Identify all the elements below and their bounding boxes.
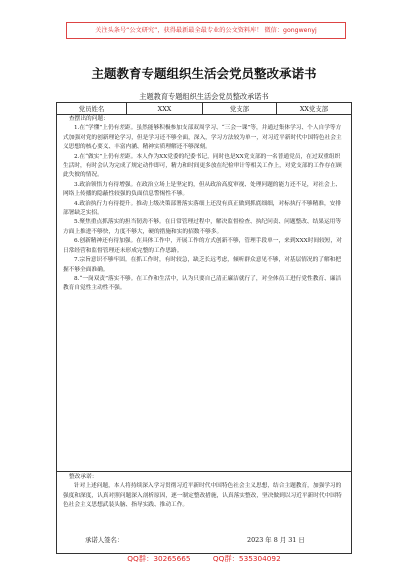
header-row: [57, 103, 351, 115]
signature-date: 2023 年 8 月 31 日: [247, 536, 305, 544]
promo-banner: 关注头条号“公文研究”，获得最新最全最专业的公文资料库！ 微信：gongwenyj: [66, 22, 346, 39]
branch-value: XX党支部: [299, 105, 329, 113]
branch-label: 党支部: [203, 103, 277, 115]
issue-item: 2.在“做实”上仍有差距。本人作为XX党委的纪委书记，同时也是XX党支部的一名普通党员，在过双重组织生活时，有时会认为完成了规定动作即可，精力和时间更多放在纪检审计等相关工作上，对党支部的工作存在顾此失彼的情况。: [63, 153, 342, 179]
footer-contacts: [0, 554, 408, 564]
issue-item: 3.政治领悟力有待增强。在政治立场上是坚定的，但从政治高度审视、处理问题的能力还不足，对社会上、网络上传播的隐蔽性较强的负面信息警惕性不够。: [63, 181, 342, 198]
qq-group-2: QQ群：535304092: [212, 554, 281, 563]
table-caption: 主题教育专题组织生活会党员整改承诺书: [139, 92, 269, 101]
measures-heading: 整改承诺：: [69, 474, 98, 480]
measures-text: 针对上述问题，本人将持续深入学习贯彻习近平新时代中国特色社会主义思想，结合主题教育，加强学习的强度和深度，认真对照问题深入剖析原因，逐一制定整改措施，认真落实整改，坚决做到以习近平新时代中国特色社会主义思想武装头脑、指导实践、推动工作。: [63, 483, 342, 509]
issue-item: 1.在“学懂”上仍有差距。虽然能够积极参加支部双周学习、“三会一课”等，并通过集体学习、个人自学等方式加强对党的创新理论学习，但是学习还不够全面，深入，学习方法较为单一，对习近平新时代中国特色社会主义思想的核心要义、丰富内涵、精神实质理解还不够深刻。: [63, 125, 342, 151]
signature-label: 承诺人签名：: [85, 536, 124, 544]
document-title: 主题教育专题组织生活会党员整改承诺书: [91, 66, 317, 81]
member-name-value: XXX: [127, 103, 203, 115]
issue-item: 8.“一岗双责”落实不够。在工作和生活中，认为只要自己清正廉洁就行了，对全体员工进行党性教育、廉洁教育自觉性主动性不强。: [63, 275, 342, 292]
qq-group-1: QQ群：30265665: [127, 554, 191, 563]
issue-item: 5.聚焦重点抓落实的担当韧劲不够。在日常管理过程中，解决监督检查、执纪问责、问题整改、结果运用等方面上推进不够快，力度不够大，硬的措施和实的招数不够多。: [63, 219, 342, 235]
issue-item: 6.创新精神还有待加强。在具体工作中，开展工作的方式创新不够，管理手段单一，来到XXX时间较短，对日常经营和监督管理还未形成完整的工作思路。: [63, 238, 342, 254]
issues-section: [57, 115, 351, 294]
issues-heading: 查摆出的问题：: [69, 116, 109, 122]
section-divider: [57, 471, 351, 472]
measures-section: [57, 473, 351, 511]
issue-item: 4.政治执行力有待提升。推动上级决策部署落实落细上还没有真正做到抓底细细，对标执行不够精准，安排部署缺乏实招。: [63, 200, 342, 217]
member-name-label: 党员姓名: [57, 103, 127, 115]
issue-item: 7.宗旨意识不够牢固。在抓工作时，有时较急，缺乏长远考虑，倾听群众意见不够，对基层情况的了解和把握不够全面准确。: [63, 257, 342, 273]
commitment-table: [56, 102, 352, 554]
